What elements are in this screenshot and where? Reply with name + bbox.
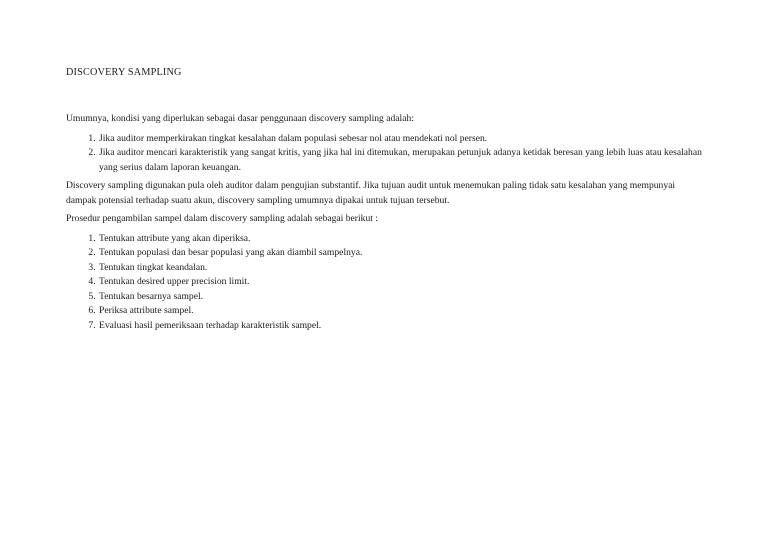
list-item: 2. Jika auditor mencari karakteristik yang sangat kritis, yang jika hal ini ditemukan, merupakan petunjuk adanya ketidak beresan yang lebih luas atau kesalahan yang serius dalam laporan keuangan. <box>98 146 706 175</box>
document-title: DISCOVERY SAMPLING <box>66 67 182 78</box>
list-item: 4. Tentukan desired upper precision limit. <box>98 275 706 290</box>
list-item: 7. Evaluasi hasil pemeriksaan terhadap karakteristik sampel. <box>98 319 706 334</box>
procedure-intro-paragraph: Prosedur pengambilan sampel dalam discovery sampling adalah sebagai berikut : <box>66 213 378 224</box>
list-item: 1. Tentukan attribute yang akan diperiksa. <box>98 232 706 247</box>
list-item: 1. Jika auditor memperkirakan tingkat kesalahan dalam populasi sebesar nol atau mendekati nol persen. <box>98 132 706 147</box>
list-item: 5. Tentukan besarnya sampel. <box>98 290 706 305</box>
list-item: 6. Periksa attribute sampel. <box>98 304 706 319</box>
conditions-list <box>66 132 706 176</box>
list-item: 3. Tentukan tingkat keandalan. <box>98 261 706 276</box>
substantive-paragraph: Discovery sampling digunakan pula oleh auditor dalam pengujian substantif. Jika tujuan audit untuk menemukan paling tidak satu kesalahan yang mempunyai dampak potensial terhadap suatu akun, discovery sampling umumnya dipakai untuk tujuan tersebut. <box>66 180 676 206</box>
procedure-steps-list <box>66 232 706 334</box>
intro-paragraph: Umumnya, kondisi yang diperlukan sebagai dasar penggunaan discovery sampling adalah: <box>66 113 414 124</box>
document-page <box>66 66 706 333</box>
list-item: 2. Tentukan populasi dan besar populasi yang akan diambil sampelnya. <box>98 246 706 261</box>
